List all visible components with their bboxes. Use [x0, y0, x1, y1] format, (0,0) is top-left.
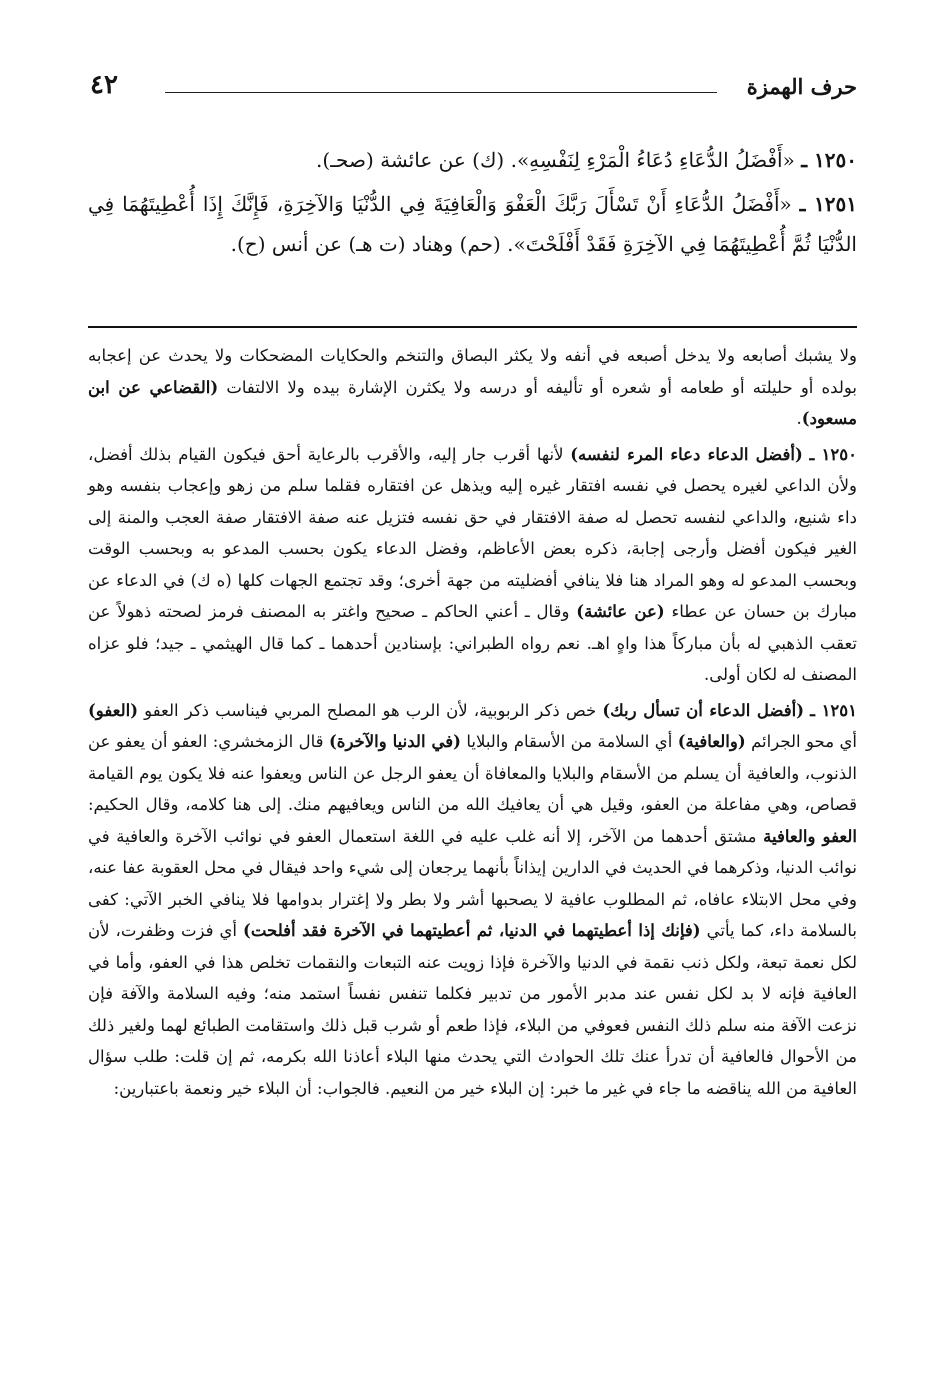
- commentary-text: وقال ـ أعني الحاكم ـ صحيح واغتر به المصنف فرمز لصحته ذهولاً عن تعقب الذهبي له بأن مباركاً هذا واهٍ اهـ. نعم رواه الطبراني: بإسنادين أحدهما ـ كما قال الهيثمي ـ جيد؛ فلو عزاه المصنف له لكان أولى.: [88, 602, 857, 684]
- quoted-hadith: (أفضل الدعاء أن تسأل ربك): [602, 700, 805, 720]
- commentary-1251: [88, 695, 857, 1105]
- source-citation: (القضاعي عن ابن مسعود): [88, 377, 857, 428]
- hadith-body: «أَفْضَلُ الدُّعَاءِ أَنْ تَسْأَلَ رَبَّكَ الْعَفْوَ وَالْعَافِيَةَ فِي الدُّنْيَا وَالآخِرَةِ، فَإِنَّكَ إِذَا أُعْطِيتَهُمَا فِي الدُّنْيَا ثُمَّ أُعْطِيتَهُمَا فِي الآخِرَةِ فَقَدْ أَفْلَحْتَ». (حم) وهناد (ت هـ) عن أنس (ح).: [88, 192, 857, 256]
- hadith-number: ١٢٥٠ ـ: [801, 148, 857, 172]
- quoted-hadith: (عن عائشة): [576, 602, 665, 621]
- commentary-text: أي السلامة من الأسقام والبلايا: [466, 732, 673, 751]
- hadith-number: ١٢٥٠ ـ: [809, 444, 857, 464]
- hadith-text: [88, 140, 857, 268]
- quoted-hadith: (والعافية): [677, 732, 746, 751]
- commentary-section: [88, 340, 857, 1108]
- quoted-hadith: (فإنك إذا أعطيتهما في الدنيا، ثم أعطيتهما في الآخرة فقد أفلحت): [243, 921, 701, 940]
- commentary-text: أي فزت وظفرت، لأن لكل نعمة تبعة، ولكل ذنب نقمة في الدنيا والآخرة فإذا زويت عنه التبعات والنقمات تخلص هذا في العفو، وأما في العافية فإنه لا بد لكل نفس عند مدبر الأمور من تدبير فكلما تنفس نفساً استمد منه؛ وفيه السلامة والآفة فإن نزعت الآفة منه سلم ذلك النفس فعوفي من البلاء، فإذا طعم أو شرب قبل ذلك واستقامت الطبائع لهما ولغير ذلك من الأحوال فالعافية أن تدرأ عنك تلك الحوادث التي يحدث منها البلاء أعاذنا الله بكرمه، ثم إن قلت: طلب سؤال العافية من الله يناقضه ما جاء في غير ما خبر: إن البلاء خير من النعيم. فالجواب: أن البلاء خير ونعمة باعتبارين:: [88, 921, 857, 1098]
- quoted-hadith: (أفضل الدعاء دعاء المرء لنفسه): [570, 444, 803, 464]
- hadith-number: ١٢٥١ ـ: [799, 192, 858, 216]
- hadith-1250: [88, 140, 857, 180]
- quoted-hadith: (العفو): [88, 700, 139, 720]
- hadith-1251: [88, 184, 857, 264]
- hadith-number: ١٢٥١ ـ: [810, 700, 858, 720]
- commentary-text: قال الزمخشري: العفو أن يعفو عن الذنوب، والعافية أن يسلم من الأسقام والبلايا والمعافاة أن يعفو الرجل عن الناس ويعفوا عنه فلا يكون يوم القيامة قصاص، وهي مفاعلة من العفو، وقيل هي أن يعافيك الله من الناس ويعافيهم منك. إلى هنا كلامه، وقال الحكيم:: [88, 732, 857, 814]
- commentary-text: أي محو الجرائم: [751, 732, 857, 751]
- commentary-text: ولا يشبك أصابعه ولا يدخل أصبعه في أنفه ولا يكثر البصاق والتنخم والحكايات المضحكات ولا يحدث عن إعجابه بولده أو حليلته أو طعامه أو شعره أو تأليفه أو درسه ولا يكثرن الإشارة بيده ولا الالتفات: [88, 346, 857, 397]
- quoted-hadith: (في الدنيا والآخرة): [329, 732, 461, 751]
- hadith-body: «أَفْضَلُ الدُّعَاءِ دُعَاءُ الْمَرْءِ لِنَفْسِهِ». (ك) عن عائشة (صحـ).: [316, 148, 795, 172]
- page-number: ٤٢: [90, 70, 118, 100]
- quoted-hadith: العفو والعافية: [763, 826, 857, 846]
- header-rule: [165, 92, 717, 93]
- commentary-text: لأنها أقرب جار إليه، والأقرب بالرعاية أحق فيكون القيام بذلك أفضل، ولأن الداعي لغيره يحصل في نفسه افتقار غيره إليه ويذهل عن افتقاره فقلما سلم من زهو وإعجاب بنفسه وهو داء شنيع، والداعي لنفسه تحصل له صفة الافتقار في حق نفسه فتزيل عنه صفة الافتقار صفة العجب والمنة إلى الغير فيكون أفضل وأرجى إجابة، ذكره بعض الأعاظم، وفضل الدعاء يكون بحسب المدعو به وبحسب الوقت وبحسب المدعو له وهو المراد هنا فلا ينافي أفضليته من جهة أخرى؛ وقد تجتمع الجهات كلها (ه ك) في الدعاء عن مبارك بن حسان عن عطاء: [88, 444, 858, 621]
- commentary-text: .: [796, 409, 802, 428]
- commentary-continuation: [88, 340, 857, 435]
- page-header: [90, 72, 857, 106]
- chapter-title: حرف الهمزة: [746, 74, 857, 99]
- commentary-text: خص ذكر الربوبية، لأن الرب هو المصلح المربي فيناسب ذكر العفو: [144, 700, 597, 720]
- section-separator: [88, 326, 857, 328]
- commentary-text: مشتق أحدهما من الآخر، إلا أنه غلب عليه في اللغة استعمال العفو في نوائب الآخرة والعافية في نوائب الدنيا، وذكرهما في الحديث في الدارين إيذاناً بأنهما يرجعان إلى شيء واحد فيقال في محل العقوبة عفا عنه، وفي محل الابتلاء عافاه، ثم المطلوب عافية لا يصحبها أشر ولا بطر ولا إغترار بدوامها فلا ينافي الخبر الآتي: كفى بالسلامة داء، كما يأتي: [88, 826, 858, 940]
- commentary-1250: [88, 439, 857, 691]
